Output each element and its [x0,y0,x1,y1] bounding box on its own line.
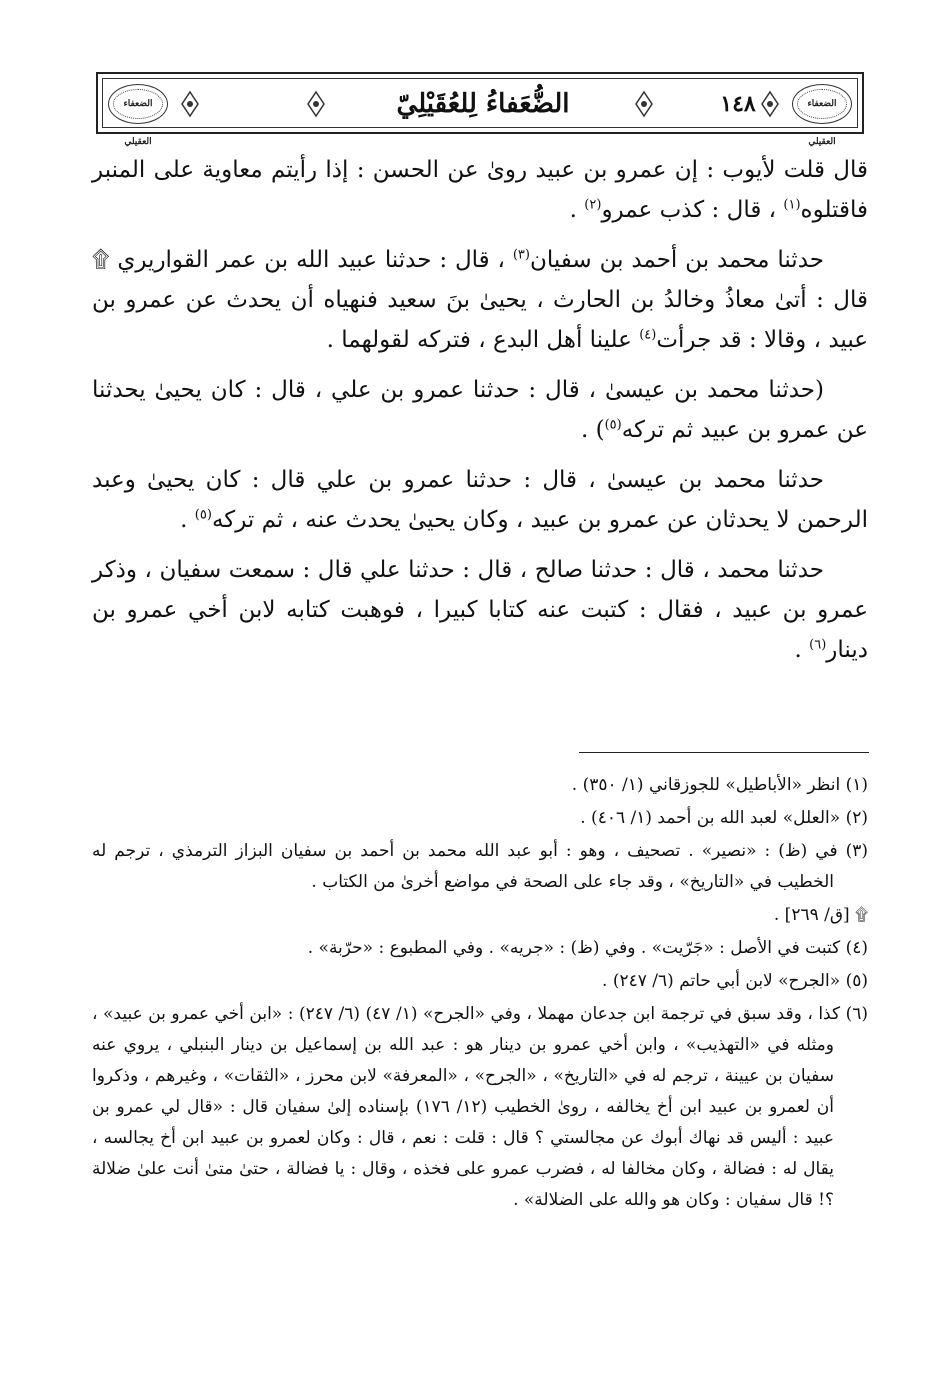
footnote-marker: (٥) [604,417,622,433]
footnote-marker: (٣) [512,247,530,263]
paragraph-text: حدثنا محمد بن أحمد بن سفيان [529,247,824,273]
paragraph-text: ) . [580,417,605,443]
paragraph-text: ، قال : حدثنا عبيد الله بن عمر القواريري ۩ قال : أتىٰ معاذُ وخالدُ بن الحارث ، يحيىٰ بنَ سعيد فنهياه أن يحدث عن عمرو بن عبيد ، وقالا : قد جرأت [92,247,868,353]
page-number: ١٤٨ [720,91,756,117]
paragraph-text: . [569,197,585,223]
ornament-icon [632,90,656,118]
footnote-marker: (٥) [194,507,212,523]
footnote: (٤) كتبت في الأصل : «جَرّيت» . وفي (ظ) : «جريه» . وفي المطبوع : «حرّبة» . [307,938,868,958]
paragraph-text: ، قال : كذب عمرو [601,197,784,223]
paragraph-text: . [794,637,810,663]
paragraph [92,240,868,360]
ornament-icon [304,90,328,118]
footnote: ۩ [ق/ ٢٦٩] . [773,905,868,925]
paragraph [92,150,868,230]
footnote: (٣) في (ظ) : «نصير» . تصحيف ، وهو : أبو عبد الله محمد بن أحمد بن سفيان البزاز الترمذي ، ترجم له الخطيب في «التاريخ» ، وقد جاء على الصحة في مواضع أخرىٰ من الكتاب . [92,841,868,892]
footnote-marker: (٢) [584,197,602,213]
footnote-marker: (٤) [639,327,657,343]
paragraph [92,370,868,450]
footnote: (٦) كذا ، وقد سبق في ترجمة ابن جدعان مهملا ، وفي «الجرح» (١/ ٤٧) (٦/ ٢٤٧) : «ابن أخي عمرو بن عبيد» ، ومثله في «التهذيب» ، وابن أخي عمرو بن دينار هو : عبد الله بن إسماعيل بن دينار البنبلي ، يروي عنه سفيان بن عيينة ، ترجم له في «التاريخ» ، «الجرح» ، «المعرفة» لابن محرز ، «الثقات» ، وغيرهم ، وذكروا أن لعمرو بن عبيد ابن أخ يخالفه ، روىٰ الخطيب (١٢/ ١٧٦) بإسناده إلىٰ سفيان قال : «قال لي عمرو بن عبيد : أليس قد نهاك أبوك عن مجالستي ؟ قال : قلت : نعم ، قال : وكان لعمرو بن عبيد ابن أخ يجالسه ، يقال له : فضالة ، وكان مخالفا له ، فضرب عمرو على فخذه ، وقال : يا فضالة ، حتىٰ متىٰ أنت علىٰ ضلالة ؟! قال سفيان : وكان هو والله على الضلالة» . [92,1004,868,1210]
ornamental-medallion-left [108,84,168,147]
paragraph-text: علينا أهل البدع ، فتركه لقولهما . [326,327,640,353]
footnote: (٢) «العلل» لعبد الله بن أحمد (١/ ٤٠٦) . [580,808,868,828]
ornament-icon [758,90,782,118]
paragraph [92,550,868,670]
paragraph-text: حدثنا محمد بن عيسىٰ ، قال : حدثنا عمرو بن علي قال : كان يحيىٰ وعبد الرحمن لا يحدثان عن عمرو بن عبيد ، وكان يحيىٰ يحدث عنه ، ثم تركه [92,467,868,533]
medallion-right-text: الضعفاء العقيلي [807,99,837,147]
medallion-left-text: الضعفاء العقيلي [123,99,153,147]
footnotes [92,770,868,1218]
page-header [96,72,864,147]
paragraph-text: . [180,507,195,533]
footnote: (٥) «الجرح» لابن أبي حاتم (٦/ ٢٤٧) . [602,971,868,991]
main-text [92,150,868,680]
paragraph [92,460,868,540]
paragraph-text: حدثنا محمد ، قال : حدثنا صالح ، قال : حدثنا علي قال : سمعت سفيان ، وذكر عمرو بن عبيد ، فقال : كتبت عنه كتابا كبيرا ، فوهبت كتابه لابن أخي عمرو بن دينار [92,557,868,663]
ornamental-medallion-right [792,84,852,147]
footnote: (١) انظر «الأباطيل» للجوزقاني (١/ ٣٥٠) . [571,775,868,795]
footnote-marker: (١) [783,197,801,213]
running-title: الضُّعَفاءُ لِلعُقَيْلِيّ [396,89,570,119]
ornament-icon [178,90,202,118]
paragraph-text: (حدثنا محمد بن عيسىٰ ، قال : حدثنا عمرو بن علي ، قال : كان يحيىٰ يحدثنا عن عمرو بن عبيد ثم تركه [92,377,868,443]
paragraph-text: قال قلت لأيوب : إن عمرو بن عبيد روىٰ عن الحسن : إذا رأيتم معاوية على المنبر فاقتلوه [92,157,868,223]
footnote-marker: (٦) [809,637,827,653]
footnote-separator [579,752,869,753]
